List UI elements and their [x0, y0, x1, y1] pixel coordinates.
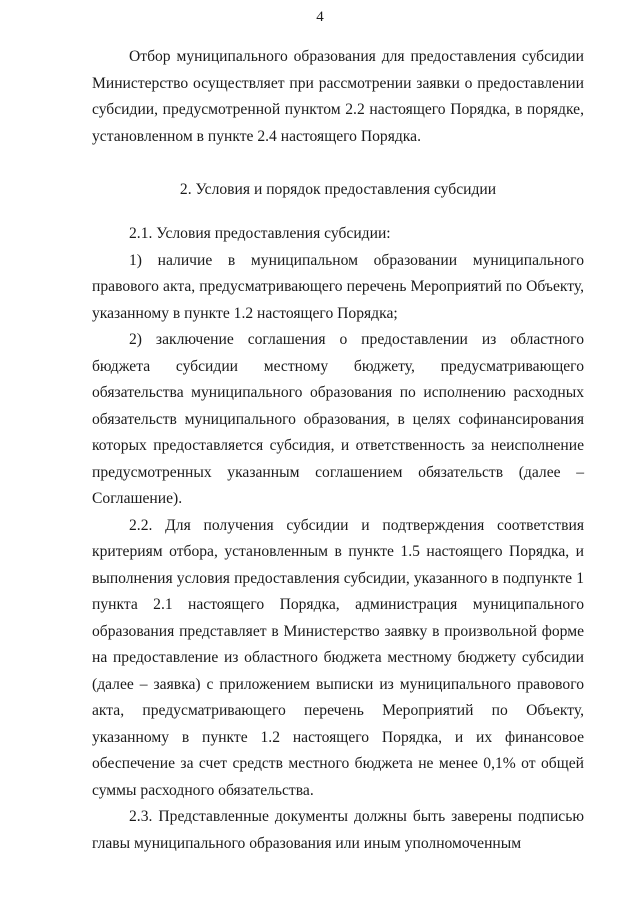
page-number: 4	[316, 9, 324, 25]
paragraph-2-2: 2.2. Для получения субсидии и подтверждения соответствия критериям отбора, установленным в пункте 1.5 настоящего Порядка, и выполнения условия предоставления субсидии, указанного в подпункте 1 пункта 2.1 настоящего Порядка, администрация муниципального образования представляет в Министерство заявку в произвольной форме на предоставление из областного бюджета местному бюджету субсидии (далее – заявка) с приложением выписки из муниципального правового акта, предусматривающего перечень Мероприятий по Объекту, указанному в пункте 1.2 настоящего Порядка, и их финансовое обеспечение за счет средств местного бюджета не менее 0,1% от общей суммы расходного обязательства.	[92, 516, 584, 799]
paragraph-selection-procedure: Отбор муниципального образования для предоставления субсидии Министерство осуществляет при рассмотрении заявки о предоставлении субсидии, предусмотренной пунктом 2.2 настоящего Порядка, в порядке, установленном в пункте 2.4 настоящего Порядка.	[92, 48, 584, 145]
paragraph-2-3: 2.3. Представленные документы должны быть заверены подписью главы муниципального образования или иным уполномоченным	[92, 808, 584, 852]
document-body	[92, 44, 584, 857]
paragraph-2-1-item-2: 2) заключение соглашения о предоставлении из областного бюджета субсидии местному бюджету, предусматривающего обязательства муниципального образования по исполнению расходных обязательств муниципального образования, в целях софинансирования которых предоставляется субсидия, и ответственность за неисполнение предусмотренных указанным соглашением обязательств (далее – Соглашение).	[92, 331, 584, 507]
section-heading: 2. Условия и порядок предоставления субсидии	[179, 180, 497, 198]
paragraph-2-1-item-1: 1) наличие в муниципальном образовании муниципального правового акта, предусматривающего перечень Мероприятий по Объекту, указанному в пункте 1.2 настоящего Порядка;	[92, 251, 584, 322]
paragraph-2-1: 2.1. Условия предоставления субсидии:	[129, 225, 391, 242]
